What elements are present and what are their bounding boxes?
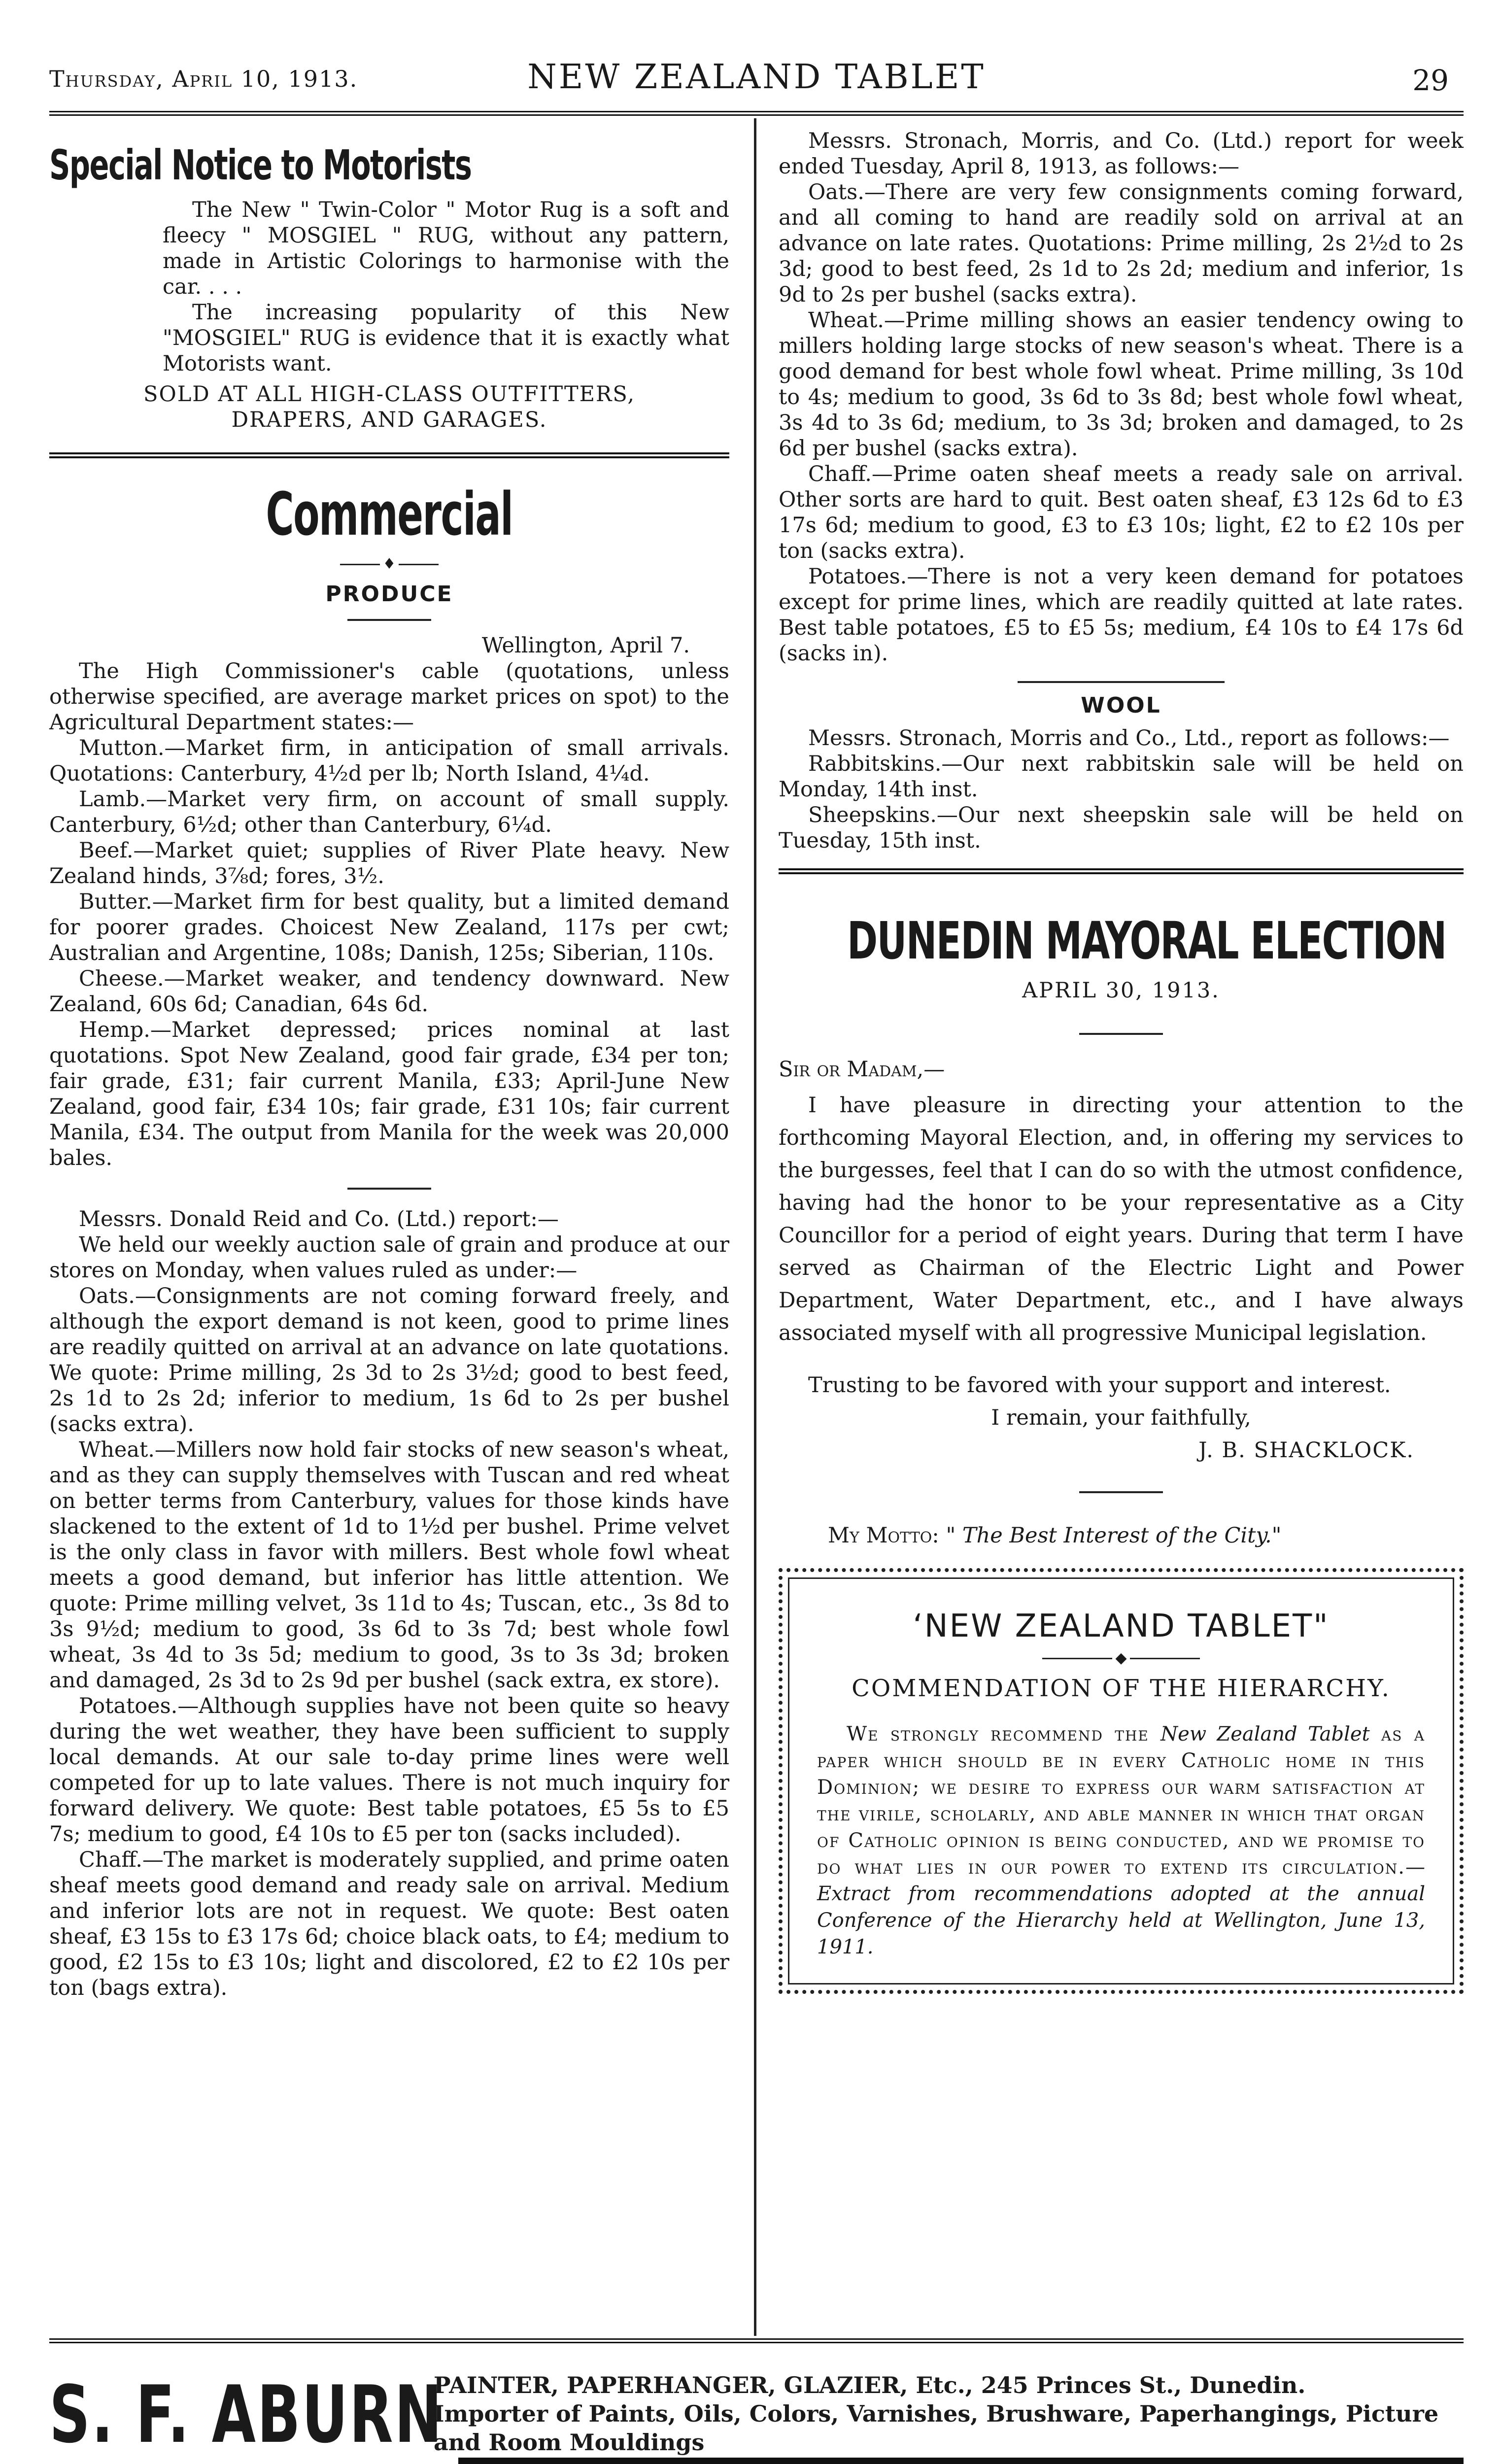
article-paragraph: Wheat.—Prime milling shows an easier tendency owing to millers holding large stocks of new season's wheat. There is a good demand for best whole fowl wheat. Prime milling, 3s 10d to 4s; medium to good, 3s 6d to 3s 8d; best whole fowl wheat, 3s 4d to 3s 6d; medium, to 3s 3d; broken and damaged, to 2s 6d per bushel (sacks extra). xyxy=(779,308,1464,461)
salutation: Sir or Madam,— xyxy=(779,1057,945,1082)
motorists-notice xyxy=(49,138,729,433)
election-title: DUNEDIN MAYORAL ELECTION xyxy=(847,911,1446,971)
page-number: 29 xyxy=(1412,64,1449,97)
short-divider xyxy=(1079,1491,1163,1493)
article-paragraph: Oats.—Consignments are not coming forward freely, and although the export demand is not keen, good to prime lines are readily quitted on arrival at an advance on late quotations. We quote: Prime milling, 2s 3d to 2s 3½d; good to best feed, 2s 1d to 2s 2d; inferior to medium, 1s 6d to 2s per bushel (sacks extra). xyxy=(49,1284,729,1437)
ad-text xyxy=(434,2371,1464,2457)
short-divider xyxy=(1018,681,1225,683)
ad-line: Importer of Paints, Oils, Colors, Varnishes, Brushware, Paperhangings, Picture xyxy=(434,2400,1439,2427)
article-paragraph: Cheese.—Market weaker, and tendency downward. New Zealand, 60s 6d; Canadian, 64s 6d. xyxy=(49,966,729,1017)
article-paragraph: Lamb.—Market very firm, on account of small supply. Canterbury, 6½d; other than Canterbury, 6¼d. xyxy=(49,787,729,837)
wool-report xyxy=(779,693,1464,854)
article-paragraph: Mutton.—Market firm, in anticipation of small arrivals. Quotations: Canterbury, 4½d per lb; North Island, 4¼d. xyxy=(49,736,729,786)
aburn-advertisement xyxy=(49,2338,1464,2464)
article-paragraph: Messrs. Stronach, Morris, and Co. (Ltd.) report for week ended Tuesday, April 8, 1913, as follows:— xyxy=(779,129,1464,179)
mayoral-election-ad xyxy=(779,909,1464,1548)
article-paragraph: Potatoes.—Although supplies have not been quite so heavy during the wet weather, they have been sufficient to supply local demands. At our sale to-day prime lines were well competed for up to late values. There is not much inquiry for forward delivery. We quote: Best table potatoes, £5 5s to £5 7s; medium to good, £4 10s to £5 per ton (sacks included). xyxy=(49,1694,729,1847)
wool-heading: WOOL xyxy=(1081,693,1161,718)
notice-body xyxy=(49,197,729,376)
election-closing: I remain, your faithfully, xyxy=(991,1405,1251,1430)
signature: J. B. SHACKLOCK. xyxy=(1198,1438,1414,1463)
page-header xyxy=(49,57,1464,116)
ad-line: PAINTER, PAPERHANGER, GLAZIER, Etc., 245 Princes St., Dunedin. xyxy=(434,2372,1306,2398)
article-paragraph: Potatoes.—There is not a very keen demand for potatoes except for prime lines, which are readily quitted at late rates. Best table potatoes, £5 to £5 5s; medium, £4 10s to £4 17s 6d (sacks in). xyxy=(779,564,1464,666)
election-date: APRIL 30, 1913. xyxy=(1022,978,1220,1003)
left-column xyxy=(49,128,729,2001)
commercial-section xyxy=(49,478,729,2001)
motto: " The Best Interest of the City." xyxy=(946,1523,1282,1548)
notice-sold-line: SOLD AT ALL HIGH-CLASS OUTFITTERS, xyxy=(143,382,635,407)
section-divider xyxy=(779,868,1464,874)
box-body xyxy=(817,1721,1425,1960)
short-divider xyxy=(347,619,431,621)
box-text: We strongly recommend the xyxy=(847,1723,1149,1745)
article-paragraph: The High Commissioner's cable (quotations, unless otherwise specified, are average market prices on spot) to the Agricultural Department states:— xyxy=(49,659,729,735)
article-paragraph: Wheat.—Millers now hold fair stocks of new season's wheat, and as they can supply themselves with Tuscan and red wheat on better terms from Canterbury, values for those kinds have slackened to the extent of 1d to 1½d per bushel. Prime velvet is the only class in favor with millers. Best whole fowl wheat meets a good demand, but inferior has little attention. We quote: Prime milling velvet, 3s 11d to 4s; Tuscan, etc., 3s 8d to 3s 9½d; medium to good, 3s 6d to 3s 7d; best whole fowl wheat, 3s 4d to 3s 5d; medium to good, 3s to 3s 3d; broken and damaged, 2s 3d to 2s 9d per bushel (sack extra, ex store). xyxy=(49,1437,729,1693)
produce-heading: PRODUCE xyxy=(325,582,453,607)
article-paragraph: Messrs. Stronach, Morris and Co., Ltd., report as follows:— xyxy=(808,726,1450,751)
ad-line: and Room Mouldings xyxy=(434,2429,705,2456)
election-trusting: Trusting to be favored with your support and interest. xyxy=(808,1373,1391,1398)
article-paragraph: We held our weekly auction sale of grain and produce at our stores on Monday, when values ruled as under:— xyxy=(49,1232,729,1283)
right-column xyxy=(779,128,1464,1994)
dateline: Wellington, April 7. xyxy=(481,633,690,658)
diamond-icon: ♦ xyxy=(380,555,399,573)
election-letter: I have pleasure in directing your attention to the forthcoming Mayoral Election, and, in offering my services to the burgesses, feel that I can do so with the utmost confidence, having had the honor to be your representative as a City Councillor for a period of eight years. During that term I have served as Chairman of the Electric Light and Power Department, Water Department, etc., and I have always associated myself with all progressive Municipal legislation. xyxy=(779,1093,1464,1345)
article-paragraph: Beef.—Market quiet; supplies of River Plate heavy. New Zealand hinds, 3⅞d; fores, 3½. xyxy=(49,838,729,889)
article-paragraph: Hemp.—Market depressed; prices nominal at last quotations. Spot New Zealand, good fair grade, £34 per ton; fair grade, £31; fair current Manila, £33; April-June New Zealand, good fair, £34 10s; fair grade, £31 10s; fair current Manila, £34. The output from Manila for the week was 20,000 bales. xyxy=(49,1018,729,1170)
article-paragraph: Chaff.—Prime oaten sheaf meets a ready sale on arrival. Other sorts are hard to quit. Best oaten sheaf, £3 12s 6d to £3 17s 6d; medium to good, £3 to £3 10s; light, £2 to £2 10s per ton (sacks extra). xyxy=(779,462,1464,563)
motto-label: My Motto: xyxy=(828,1523,939,1548)
issue-date: Thursday, April 10, 1913. xyxy=(49,66,358,92)
article-paragraph: Messrs. Donald Reid and Co. (Ltd.) report:— xyxy=(79,1207,559,1232)
ornament-rule xyxy=(1042,1651,1200,1666)
extract-note: —Extract from recommendations adopted at the annual Conference of the Hierarchy held at Wellington, June 13, 1911. xyxy=(817,1856,1425,1958)
notice-title: Special Notice to Motorists xyxy=(49,141,472,189)
tablet-commendation-box xyxy=(779,1568,1464,1994)
cropped-ink-band xyxy=(458,2458,1464,2464)
column-divider xyxy=(754,118,756,2336)
section-divider xyxy=(49,452,729,458)
notice-paragraph: The New " Twin-Color " Motor Rug is a soft and fleecy " MOSGIEL " RUG, without any pattern, made in Artistic Colorings to harmonise with the car. . . . xyxy=(163,198,729,299)
box-title: ‘NEW ZEALAND TABLET" xyxy=(913,1608,1330,1644)
commercial-title: Commercial xyxy=(266,480,513,549)
masthead: NEW ZEALAND TABLET xyxy=(527,58,986,97)
diamond-icon: ◆ xyxy=(1112,1649,1129,1667)
paper-name: New Zealand Tablet xyxy=(1160,1723,1370,1745)
advertiser-name: S. F. ABURN xyxy=(49,2368,443,2461)
stronach-report xyxy=(779,128,1464,666)
short-divider xyxy=(347,1188,431,1190)
notice-sold-line: DRAPERS, AND GARAGES. xyxy=(231,408,547,432)
article-paragraph: Butter.—Market firm for best quality, but a limited demand for poorer grades. Choicest New Zealand, 117s per cwt; Australian and Argentine, 108s; Danish, 125s; Siberian, 110s. xyxy=(49,890,729,965)
article-paragraph: Rabbitskins.—Our next rabbitskin sale will be held on Monday, 14th inst. xyxy=(779,752,1464,802)
notice-paragraph: The increasing popularity of this New "MOSGIEL" RUG is evidence that it is exactly what Motorists want. xyxy=(163,300,729,376)
ornament-rule xyxy=(340,557,439,572)
article-paragraph: Oats.—There are very few consignments coming forward, and all coming to hand are readily sold on arrival at an advance on late rates. Quotations: Prime milling, 2s 2½d to 2s 3d; good to best feed, 2s 1d to 2s 2d; medium and inferior, 1s 9d to 2s per bushel (sacks extra). xyxy=(779,180,1464,307)
article-paragraph: Sheepskins.—Our next sheepskin sale will be held on Tuesday, 15th inst. xyxy=(779,803,1464,853)
article-paragraph: Chaff.—The market is moderately supplied, and prime oaten sheaf meets good demand and ready sale on arrival. Medium and inferior lots are not in request. We quote: Best oaten sheaf, £3 15s to £3 17s 6d; choice black oats, to £4; medium to good, £2 15s to £3 10s; light and discolored, £2 to £2 10s per ton (bags extra). xyxy=(49,1848,729,2000)
box-subtitle: COMMENDATION OF THE HIERARCHY. xyxy=(852,1675,1391,1702)
box-text: as a paper which should be in every Catholic home in this Dominion; we desire to express our warm satisfaction at the virile, scholarly, and able manner in which that organ of Catholic opinion is being conducted, and we promise to do what lies in our power to extend its circulation. xyxy=(817,1723,1426,1879)
short-divider xyxy=(1079,1033,1163,1035)
